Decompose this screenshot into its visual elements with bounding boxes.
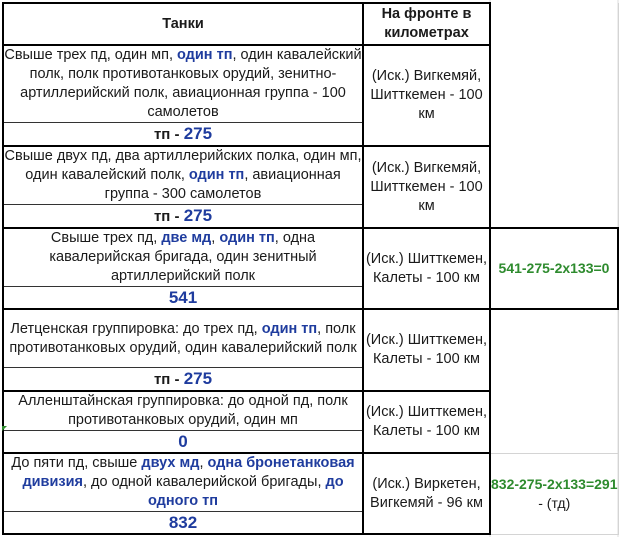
front-cell[interactable]: (Иск.) Шитткемен, Калеты - 100 км [363, 391, 490, 453]
description-cell[interactable]: Свыше трех пд, один мп, один тп, один кавалейский полк, полк противотанковых орудий, зенитно-артиллерийский полк, авиационная группа - 100 самолетов [3, 45, 363, 123]
front-cell[interactable]: (Иск.) Вигкемяй, Шитткемен - 100 км [363, 146, 490, 228]
calc-cell[interactable]: 541-275-2х133=0 [490, 228, 618, 309]
front-cell[interactable]: (Иск.) Шитткемен, Калеты - 100 км [363, 309, 490, 391]
calc-cell[interactable]: 832-275-2х133=291 - (тд) [490, 453, 618, 534]
front-cell[interactable]: (Иск.) Вигкемяй, Шитткемен - 100 км [363, 45, 490, 146]
table-row [3, 391, 618, 431]
cell-comment-marker [2, 426, 7, 431]
calc-cell[interactable] [490, 309, 618, 391]
table-row [3, 309, 618, 368]
calc-cell[interactable] [490, 45, 618, 146]
empty-cell[interactable] [490, 3, 618, 45]
calc-cell[interactable] [490, 391, 618, 453]
table-row [3, 453, 618, 512]
total-cell[interactable]: тп - 275 [3, 123, 363, 147]
table-row [3, 146, 618, 205]
table-row [3, 45, 618, 123]
description-cell[interactable]: До пяти пд, свыше двух мд, одна бронетанковая дивизия, до одной кавалерийской бригады, до одного тп [3, 453, 363, 512]
total-cell[interactable]: 0 [3, 431, 363, 454]
header-front[interactable]: На фронте в километрах [363, 3, 490, 45]
total-cell[interactable]: тп - 275 [3, 205, 363, 229]
description-cell[interactable]: Алленштайнская группировка: до одной пд, полк противотанковых орудий, один мп [3, 391, 363, 431]
header-row [3, 3, 618, 45]
front-cell[interactable]: (Иск.) Виркетен, Вигкемяй - 96 км [363, 453, 490, 534]
description-cell[interactable]: Летценская группировка: до трех пд, один тп, полк противотанковых орудий, один кавалерийский полк [3, 309, 363, 368]
description-cell[interactable]: Свыше трех пд, две мд, один тп, одна кавалерийская бригада, один зенитный артиллерийский полк [3, 228, 363, 287]
header-tanks[interactable]: Танки [3, 3, 363, 45]
tanks-table [2, 2, 619, 535]
total-cell[interactable]: тп - 275 [3, 368, 363, 392]
total-cell[interactable]: 832 [3, 512, 363, 535]
front-cell[interactable]: (Иск.) Шитткемен, Калеты - 100 км [363, 228, 490, 309]
description-cell[interactable]: Свыше двух пд, два артиллерийских полка, один мп, один кавалейский полк, один тп, авиационная группа - 300 самолетов [3, 146, 363, 205]
table-row [3, 228, 618, 287]
total-cell[interactable]: 541 [3, 287, 363, 310]
calc-cell[interactable] [490, 146, 618, 228]
